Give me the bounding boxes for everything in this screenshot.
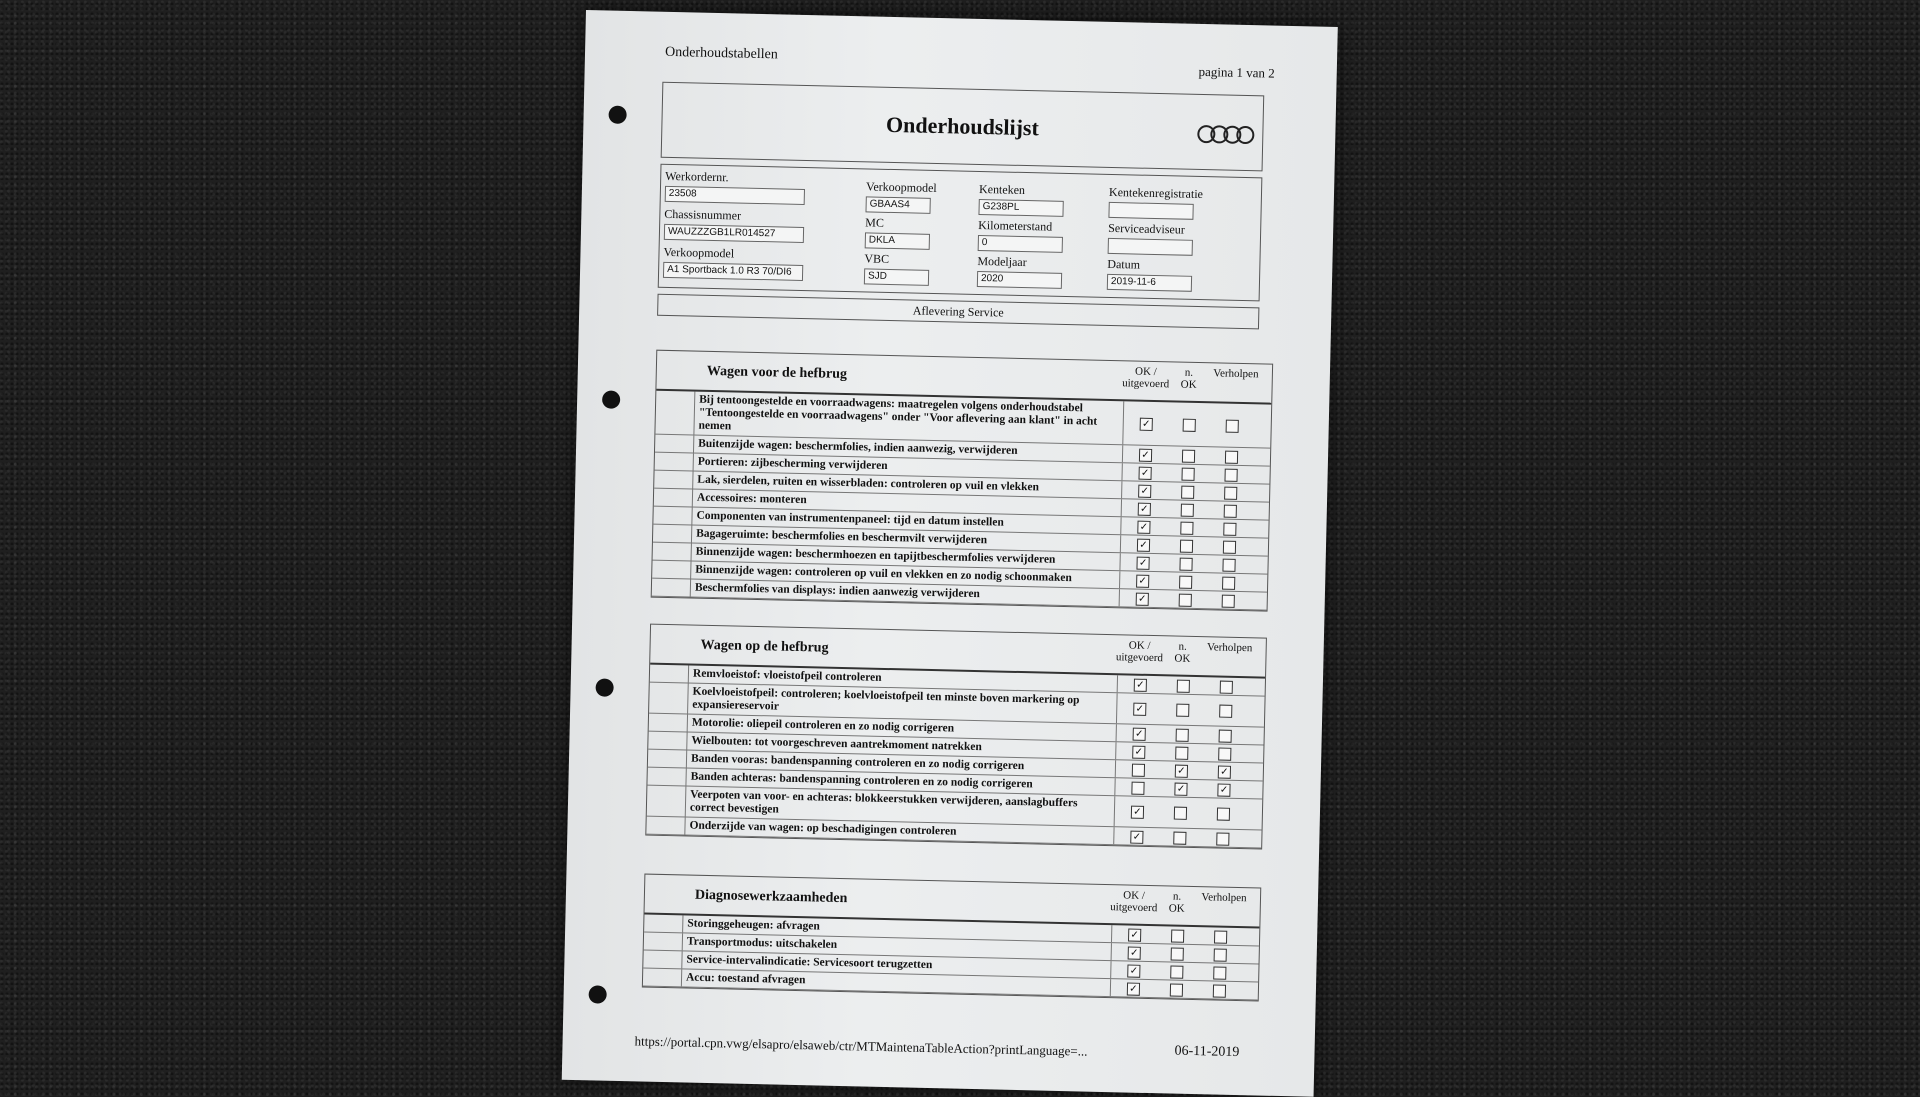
checkbox-nok[interactable] [1181, 467, 1194, 480]
checklist-item-text: Beschermfolies van displays: indien aanwezig verwijderen [691, 580, 1120, 607]
header-left: Onderhoudstabellen [664, 44, 778, 63]
datum-field: Datum 2019-11-6 [1107, 257, 1193, 292]
column-header-ok: OK / uitgevoerd [1115, 639, 1164, 665]
checklist-item-text: Motorolie: oliepeil controleren en zo nodig corrigeren [688, 714, 1117, 741]
checklist-item-text: Componenten van instrumentenpaneel: tijd en datum instellen [692, 508, 1121, 535]
checkbox-nok[interactable] [1180, 539, 1193, 552]
checklist-item-text: Storinggeheugen: afvragen [683, 915, 1112, 942]
checklist-item-text: Onderzijde van wagen: op beschadigingen controleren [685, 817, 1114, 844]
service-type: Aflevering Service [657, 294, 1259, 330]
checkbox-fix[interactable] [1213, 966, 1226, 979]
checkbox-ok[interactable]: ✓ [1140, 417, 1153, 430]
checkbox-ok[interactable]: ✓ [1136, 592, 1149, 605]
checkbox-ok[interactable]: ✓ [1136, 556, 1149, 569]
checkbox-nok[interactable] [1183, 418, 1196, 431]
kentekenregistratie-field: Kentekenregistratie [1108, 185, 1194, 220]
column-header-ok: OK / uitgevoerd [1122, 365, 1170, 391]
checkbox-ok[interactable]: ✓ [1136, 574, 1149, 587]
vbc-field: VBC SJD [864, 251, 930, 285]
checkbox-ok[interactable]: ✓ [1139, 448, 1152, 461]
checkbox-nok[interactable]: ✓ [1174, 782, 1187, 795]
column-header-ok: OK / uitgevoerd [1110, 889, 1158, 915]
checklist-item-text: Koelvloeistofpeil: controleren; koelvloeistofpeil ten minste boven markering op expansiereservoir [688, 684, 1118, 724]
checklist-item-text: Service-intervalindicatie: Servicesoort terugzetten [682, 951, 1111, 978]
checkbox-fix[interactable] [1218, 747, 1231, 760]
checkbox-fix[interactable] [1214, 930, 1227, 943]
checklist-item-text: Wielbouten: tot voorgeschreven aantrekmoment natrekken [687, 732, 1116, 759]
page-title: Onderhoudslijst [885, 111, 1040, 141]
checkbox-ok[interactable]: ✓ [1131, 806, 1144, 819]
column-header-nok: n. OK [1168, 890, 1185, 915]
checkbox-ok[interactable]: ✓ [1127, 982, 1140, 995]
checkbox-ok[interactable]: ✓ [1137, 538, 1150, 551]
checkbox-ok[interactable] [1131, 781, 1144, 794]
checkbox-nok[interactable] [1176, 728, 1189, 741]
checkbox-fix[interactable]: ✓ [1217, 783, 1230, 796]
checkbox-fix[interactable] [1216, 832, 1229, 845]
checkbox-fix[interactable] [1214, 948, 1227, 961]
checklist-item-text: Bij tentoongestelde en voorraadwagens: maatregelen volgens onderhoudstabel "Tentoongestelde en voorraadwagens" onder "Voor aflevering aan klant" in acht nemen [694, 392, 1124, 445]
section-title: Wagen op de hefbrug [700, 637, 829, 656]
footer-date: 06-11-2019 [1174, 1043, 1240, 1061]
checkbox-nok[interactable] [1179, 575, 1192, 588]
punch-hole [608, 106, 626, 124]
checkbox-ok[interactable]: ✓ [1132, 745, 1145, 758]
checkbox-fix[interactable] [1219, 705, 1232, 718]
vehicle-info [658, 164, 1263, 302]
checkbox-ok[interactable]: ✓ [1128, 946, 1141, 959]
checkbox-nok[interactable]: ✓ [1175, 764, 1188, 777]
checkbox-fix[interactable] [1220, 680, 1233, 693]
checkbox-ok[interactable] [1132, 763, 1145, 776]
checkbox-nok[interactable] [1179, 557, 1192, 570]
checkbox-nok[interactable] [1179, 593, 1192, 606]
punch-hole [602, 390, 620, 408]
checklist-item-text: Remvloeistof: vloeistofpeil controleren [689, 666, 1118, 693]
checkbox-nok[interactable] [1181, 485, 1194, 498]
title-box [661, 82, 1265, 172]
checklist-item-text: Bagageruimte: beschermfolies en beschermvilt verwijderen [692, 526, 1121, 553]
checklist-section [651, 350, 1273, 612]
verkoopmodel-field: Verkoopmodel A1 Sportback 1.0 R3 70/DI6 [663, 245, 804, 281]
checkbox-ok[interactable]: ✓ [1133, 727, 1146, 740]
checklist-item-text: Accu: toestand afvragen [682, 969, 1111, 996]
column-header-fix: Verholpen [1201, 891, 1247, 905]
section-title: Wagen voor de hefbrug [706, 363, 848, 383]
maintenance-sheet [562, 10, 1338, 1097]
rings-logo-icon [1202, 125, 1254, 144]
checkbox-ok[interactable]: ✓ [1138, 484, 1151, 497]
footer-url: https://portal.cpn.vwg/elsapro/elsaweb/ctr/MTMaintenaTableAction?printLanguage=... [634, 1033, 1088, 1059]
column-header-nok: n. OK [1180, 366, 1197, 391]
chassis-field: Chassisnummer WAUZZZGB1LR014527 [664, 207, 805, 243]
checklist-item-text: Accessoires: monteren [693, 490, 1122, 517]
page-number: pagina 1 van 2 [1198, 63, 1275, 81]
checklist-item-text: Binnenzijde wagen: beschermhoezen en tapijtbeschermfolies verwijderen [692, 544, 1121, 571]
checkbox-fix[interactable] [1225, 450, 1238, 463]
checkbox-nok[interactable] [1181, 503, 1194, 516]
serviceadviseur-field: Serviceadviseur [1108, 221, 1194, 256]
checkbox-ok[interactable]: ✓ [1138, 502, 1151, 515]
checkbox-fix[interactable] [1217, 808, 1230, 821]
checkbox-fix[interactable] [1224, 468, 1237, 481]
checkbox-fix[interactable] [1222, 576, 1235, 589]
checklist-item-text: Portieren: zijbescherming verwijderen [694, 454, 1123, 481]
checkbox-fix[interactable] [1224, 504, 1237, 517]
kenteken-field: Kenteken G238PL [978, 182, 1064, 217]
section-title: Diagnosewerkzaamheden [694, 887, 848, 907]
punch-hole [588, 985, 606, 1003]
checkbox-nok[interactable] [1175, 746, 1188, 759]
checkbox-ok[interactable]: ✓ [1134, 678, 1147, 691]
checkbox-nok[interactable] [1180, 521, 1193, 534]
checkbox-fix[interactable] [1226, 419, 1239, 432]
kilometerstand-field: Kilometerstand 0 [978, 218, 1064, 253]
column-header-fix: Verholpen [1213, 367, 1259, 381]
checkbox-fix[interactable] [1213, 984, 1226, 997]
punch-hole [595, 678, 613, 696]
checkbox-nok[interactable] [1171, 947, 1184, 960]
checkbox-fix[interactable] [1223, 540, 1236, 553]
checkbox-fix[interactable] [1223, 522, 1236, 535]
checkbox-ok[interactable]: ✓ [1138, 466, 1151, 479]
checkbox-nok[interactable] [1176, 704, 1189, 717]
checkbox-ok[interactable]: ✓ [1133, 703, 1146, 716]
checkbox-nok[interactable] [1171, 929, 1184, 942]
checklist-section [642, 874, 1261, 1002]
checkbox-nok[interactable] [1177, 679, 1190, 692]
checkbox-nok[interactable] [1174, 807, 1187, 820]
checkbox-nok[interactable] [1170, 983, 1183, 996]
checkbox-nok[interactable] [1173, 831, 1186, 844]
mc-field: MC DKLA [865, 215, 931, 249]
checklist-item-text: Banden vooras: bandenspanning controleren en zo nodig corrigeren [687, 750, 1116, 777]
checklist-item-text: Lak, sierdelen, ruiten en wisserbladen: controleren op vuil en vlekken [693, 472, 1122, 499]
checkbox-fix[interactable]: ✓ [1218, 765, 1231, 778]
checkbox-ok[interactable]: ✓ [1127, 964, 1140, 977]
column-header-fix: Verholpen [1206, 641, 1253, 655]
checkbox-ok[interactable]: ✓ [1130, 830, 1143, 843]
checkbox-fix[interactable] [1222, 594, 1235, 607]
checkbox-fix[interactable] [1219, 729, 1232, 742]
column-header-nok: n. OK [1174, 640, 1191, 665]
checklist-item-text: Transportmodus: uitschakelen [683, 933, 1112, 960]
verkoopmodel-code-field: Verkoopmodel GBAAS4 [865, 179, 931, 213]
checkbox-ok[interactable]: ✓ [1137, 520, 1150, 533]
werkordernr-field: Werkordernr. 23508 [665, 169, 806, 205]
checkbox-nok[interactable] [1182, 449, 1195, 462]
checkbox-ok[interactable]: ✓ [1128, 928, 1141, 941]
checkbox-nok[interactable] [1170, 965, 1183, 978]
checklist-section [645, 624, 1267, 850]
checklist-item-text: Buitenzijde wagen: beschermfolies, indien aanwezig, verwijderen [694, 436, 1123, 463]
checklist-item-text: Binnenzijde wagen: controleren op vuil en vlekken en zo nodig schoonmaken [691, 562, 1120, 589]
checklist-item-text: Veerpoten van voor- en achteras: blokkeerstukken verwijderen, aanslagbuffers correct bevestigen [686, 786, 1116, 826]
modeljaar-field: Modeljaar 2020 [977, 254, 1063, 289]
checkbox-fix[interactable] [1224, 486, 1237, 499]
checkbox-fix[interactable] [1222, 558, 1235, 571]
checklist-item-text: Banden achteras: bandenspanning controleren en zo nodig corrigeren [686, 768, 1115, 795]
